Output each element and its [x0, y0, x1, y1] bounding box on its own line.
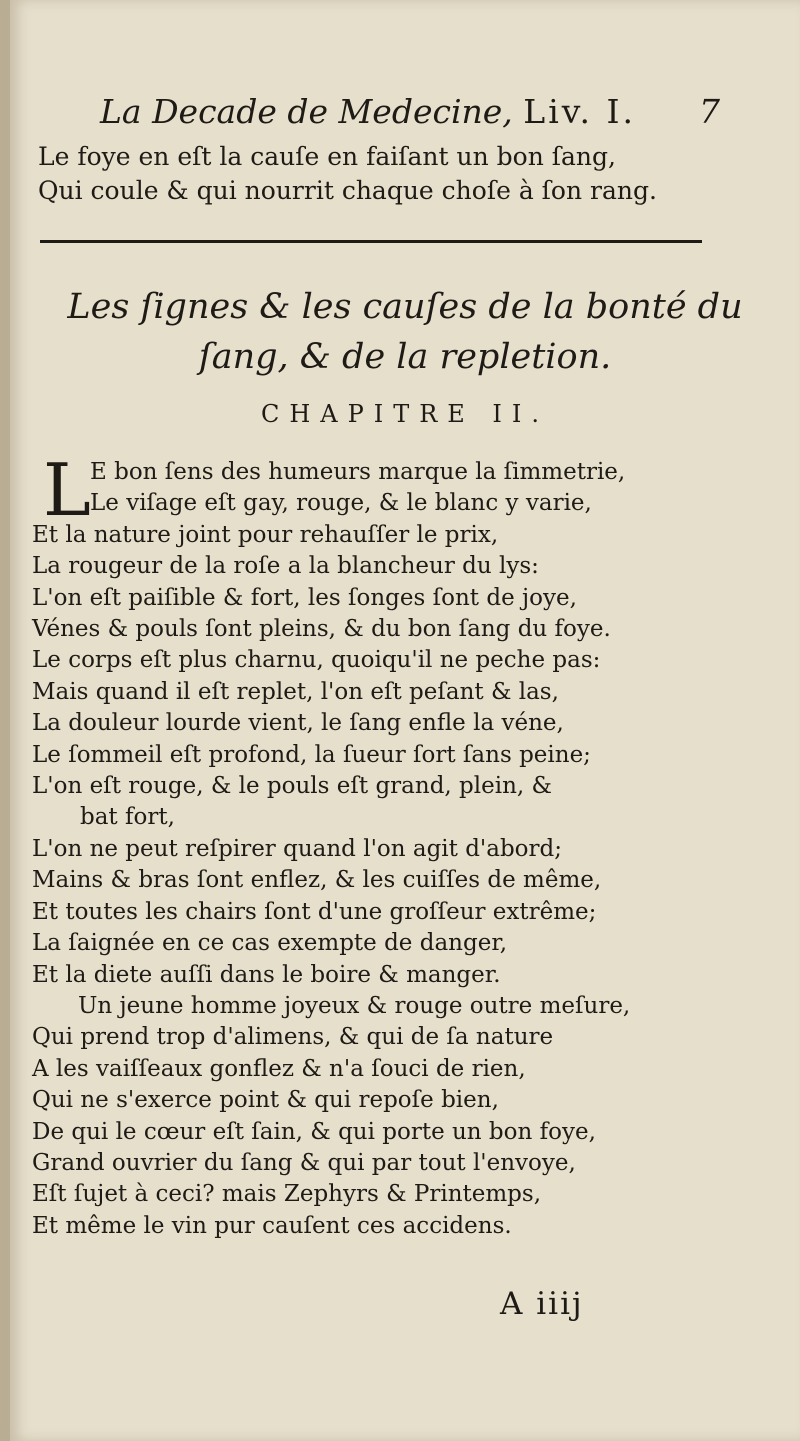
poem-line: Qui ne s'exerce point & qui repoſe bien,: [32, 1087, 499, 1114]
poem-line: La ſaignée en ce cas exempte de danger,: [32, 930, 508, 957]
poem-line: Le ſommeil eſt profond, la ſueur ſort ſans peine;: [32, 741, 591, 768]
poem-line: E bon ſens des humeurs marque la ſimmetrie,: [90, 459, 626, 485]
poem-line: Un jeune homme joyeux & rouge outre meſure,: [78, 992, 631, 1019]
poem-line: Mains & bras ſont enflez, & les cuiſſes de même,: [32, 867, 602, 894]
poem-line: La douleur lourde vient, le ſang enfle la véne,: [32, 710, 564, 737]
running-head: [100, 92, 720, 131]
couplet-line: Le foye en eſt la cauſe en faiſant un bon ſang,: [38, 142, 616, 171]
drop-cap: L: [43, 448, 91, 532]
running-head-book: Liv. I.: [523, 92, 636, 131]
poem-line: bat fort,: [80, 804, 175, 831]
signature-mark: A iiij: [500, 1286, 584, 1322]
poem-line: Eſt ſujet à ceci? mais Zephyrs & Printemps,: [32, 1181, 542, 1208]
poem-line: Et la nature joint pour rehauſſer le prix,: [32, 521, 499, 548]
poem-line: Et même le vin pur cauſent ces accidens.: [32, 1212, 512, 1239]
poem-line: De qui le cœur eſt ſain, & qui porte un bon foye,: [32, 1118, 596, 1145]
section-title-line: Les ſignes & les cauſes de la bonté du: [67, 287, 743, 327]
page-number: 7: [699, 92, 720, 131]
opening-couplet: [38, 140, 657, 208]
section-title: [10, 282, 800, 382]
poem-line: Qui prend trop d'alimens, & qui de ſa nature: [32, 1024, 554, 1051]
section-divider: [40, 240, 702, 243]
poem-line: Le corps eſt plus charnu, quoiqu'il ne peche pas:: [32, 647, 601, 674]
poem-line: La rougeur de la roſe a la blancheur du lys:: [32, 553, 539, 580]
poem-body: [32, 457, 712, 1242]
couplet-line: Qui coule & qui nourrit chaque choſe à ſon rang.: [38, 176, 657, 205]
chapter-heading: CHAPITRE II.: [260, 400, 550, 428]
page-gutter: [0, 0, 10, 1441]
poem-line: L'on ne peut reſpirer quand l'on agit d'abord;: [32, 835, 562, 862]
poem-line: Et toutes les chairs ſont d'une groſſeur extrême;: [32, 898, 597, 925]
poem-line: L'on eſt rouge, & le pouls eſt grand, plein, &: [32, 773, 552, 800]
poem-line: Grand ouvrier du ſang & qui par tout l'envoye,: [32, 1149, 576, 1176]
running-head-title: La Decade de Medecine,: [100, 92, 513, 131]
poem-line: Vénes & pouls ſont pleins, & du bon ſang du foye.: [32, 616, 611, 643]
poem-line: Le viſage eſt gay, rouge, & le blanc y varie,: [90, 490, 592, 517]
poem-line: A les vaiſſeaux gonflez & n'a ſouci de rien,: [32, 1055, 526, 1082]
poem-line: L'on eſt paiſible & fort, les ſonges ſont de joye,: [32, 584, 577, 611]
section-title-line: ſang, & de la repletion.: [198, 337, 612, 377]
poem-line: Mais quand il eſt replet, l'on eſt peſant & las,: [32, 678, 559, 705]
book-page: [10, 0, 800, 1441]
poem-line: Et la diete auſſi dans le boire & manger.: [32, 961, 501, 988]
